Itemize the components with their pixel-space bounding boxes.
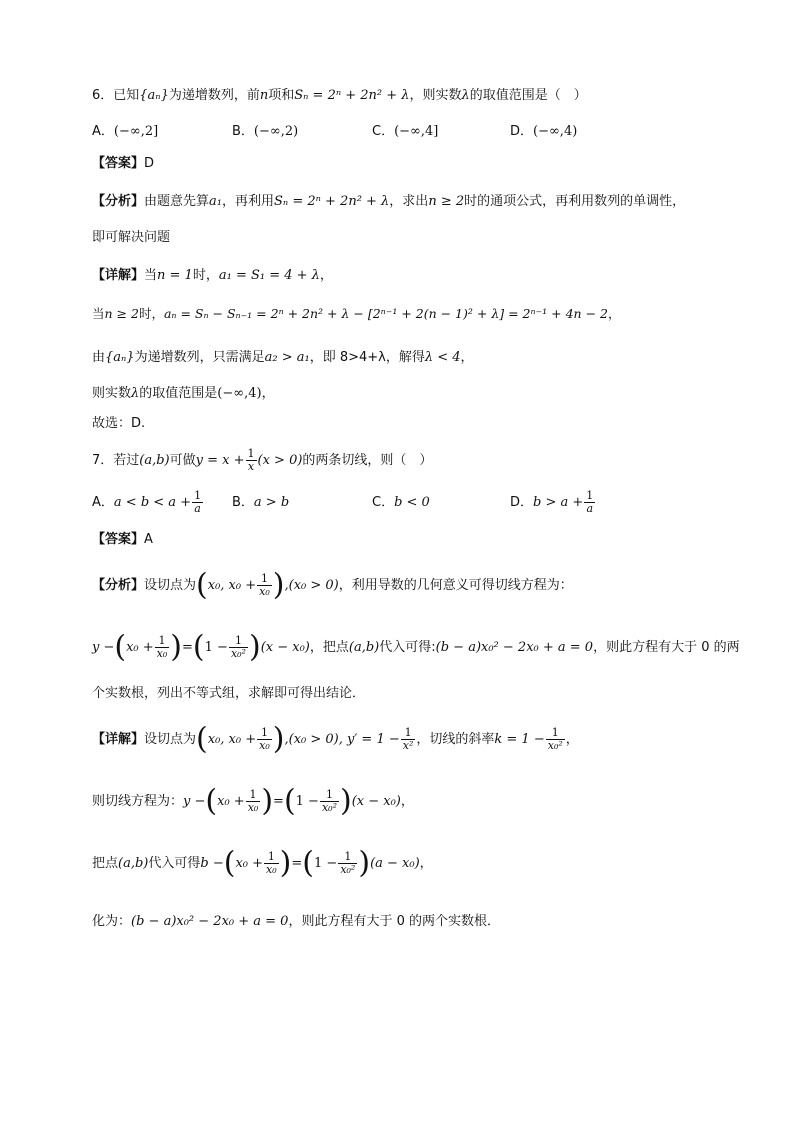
q7-answer-value: A: [144, 532, 153, 547]
q6-option-d: [510, 122, 577, 142]
q7-analysis-frac: [257, 573, 272, 598]
q7-detail-1h: k = 1 −: [494, 732, 545, 747]
q7-detail3-frac2: [338, 851, 357, 876]
q7-func-pre: y = x +: [195, 453, 245, 468]
q7-d2b-paren-open: (: [283, 783, 296, 819]
q7-detail-3-one: 1 −: [314, 856, 338, 871]
q7-analysis-2f: (x − x₀): [260, 640, 310, 655]
q7-option-c-text: b < 0: [394, 495, 430, 510]
q6-analysis-line2: [92, 228, 170, 248]
q7-d2b-paren-close: ): [339, 783, 352, 819]
q7-func-post: (x > 0): [257, 453, 303, 468]
q7-detail-1i: ，: [565, 732, 579, 747]
q7-analysis2-frac2-num: 1: [229, 635, 248, 648]
q7-paren-open: (: [196, 567, 208, 603]
q7-analysis2-frac-num: 1: [155, 635, 170, 648]
q7-d2-paren-open: (: [205, 783, 218, 819]
q6-n: n: [259, 88, 269, 103]
q7-answer-label: 【答案】: [92, 532, 145, 547]
q7-analysis-1f: ，利用导数的几何意义可得切线方程为：: [338, 578, 573, 593]
q6-detail-line2: [92, 304, 620, 324]
q7-analysis-2b: x₀ +: [126, 640, 154, 655]
q7-a2-paren-close: ): [170, 629, 183, 665]
q7-detail-4a: 化为：: [92, 914, 132, 929]
q6-detail-line1: [92, 266, 333, 286]
q6-detail-3d: a₂ > a₁: [264, 350, 310, 365]
q7-analysis-2k: ，则此方程有大于 0 的两: [593, 640, 740, 655]
q6-detail-2b: n ≥ 2: [104, 306, 139, 321]
q7-detail2-frac2: [320, 789, 339, 814]
q6-detail-5: 故选：D.: [92, 416, 146, 431]
q6-detail-3g: ，: [460, 350, 474, 365]
q7-detail-1b: x₀, x₀ +: [207, 732, 257, 747]
q7-detail-2-x0: x₀ +: [217, 794, 245, 809]
q6-option-d-letter: D．: [510, 124, 534, 139]
q6-detail-2e: ，: [607, 306, 621, 321]
q6-analysis-2: 即可解决问题: [92, 230, 171, 245]
q7-analysis-1a: 设切点为: [144, 578, 197, 593]
q6-option-c: [372, 122, 438, 142]
q7-option-a-den: a: [194, 502, 201, 515]
q6-detail-2d: aₙ = Sₙ − Sₙ₋₁ = 2ⁿ + 2n² + λ − [2ⁿ⁻¹ + 2(n − 1)² + λ] = 2ⁿ⁻¹ + 4n − 2: [163, 306, 608, 321]
q7-detail-3d: b −: [200, 856, 224, 871]
q7-analysis-1e: ,(x₀ > 0): [284, 578, 339, 593]
q7-detail-2-factor: (x − x₀): [351, 794, 401, 809]
q7-option-d-letter: D．: [510, 495, 534, 510]
q6-detail-2a: 当: [92, 306, 105, 321]
q7-detail-2-eq: =: [273, 794, 284, 809]
q7-analysis-2c: =: [182, 640, 193, 655]
q7-detail3-frac-den: x₀: [266, 863, 277, 876]
q6-analysis-1e: ，求出: [389, 194, 429, 209]
q6-stem-mid: 为递增数列，前: [168, 88, 260, 103]
q7-d2-paren-close: ): [261, 783, 274, 819]
q6-detail-4a: 则实数: [92, 386, 132, 401]
q7-option-a-frac: [192, 490, 203, 515]
q6-detail-4c: 的取值范围是: [139, 386, 218, 401]
q7-detail-3-x0: x₀ +: [235, 856, 264, 871]
q6-detail-1b: n = 1: [157, 268, 193, 283]
q6-formula: Sₙ = 2ⁿ + 2n² + λ: [294, 88, 410, 103]
q7-option-c: [372, 488, 430, 518]
q7-detail-frac3: [546, 727, 565, 752]
q7-detail-3-eq: =: [291, 856, 303, 871]
q6-option-c-letter: C．: [372, 124, 395, 139]
q6-detail-line4: [92, 384, 275, 404]
q6-detail-label: 【详解】: [92, 268, 145, 283]
q7-d1-paren-open: (: [196, 721, 208, 757]
q6-detail-3a: 由: [92, 350, 106, 365]
q6-detail-line5: [92, 414, 145, 434]
q7-analysis-frac-den: x₀: [259, 585, 270, 598]
q7-func-frac-den: x: [247, 460, 255, 473]
q7-stem-pre: 7．若过: [92, 453, 140, 468]
q7-detail-3f: ，: [419, 856, 433, 871]
q6-detail-1e: ，: [319, 268, 333, 283]
q7-detail-3e: (a − x₀): [370, 856, 420, 871]
q7-detail-4c: ，则此方程有大于 0 的两个实数根．: [288, 914, 500, 929]
q6-answer: [92, 154, 154, 174]
q7-answer: [92, 530, 153, 550]
q7-detail-frac2: [401, 727, 416, 752]
q7-d3-paren-open: (: [223, 845, 236, 881]
q7-option-a: [92, 488, 204, 518]
q6-stem: [92, 86, 587, 106]
q7-detail-line2: [92, 784, 414, 820]
q7-d1-paren-close: ): [272, 721, 285, 757]
q7-detail2-frac-den: x₀: [247, 801, 259, 814]
q6-detail-3c: 为递增数列，只需满足: [134, 350, 265, 365]
q6-detail-4b: λ: [131, 386, 140, 401]
q6-analysis-1a: 由题意先算: [144, 194, 210, 209]
q7-detail2-frac: [246, 789, 261, 814]
q7-detail-frac-den: x₀: [259, 739, 270, 752]
q6-stem-mid2: 项和: [268, 88, 295, 103]
q6-option-b-text: (−∞,2): [253, 124, 299, 139]
q7-paren-close: ): [272, 567, 285, 603]
q7-d3-paren-close: ): [279, 845, 292, 881]
q7-detail-2-y: y −: [183, 794, 206, 809]
q7-stem-mid: 可做: [169, 453, 196, 468]
q7-detail-1e: ,(x₀ > 0), y′ = 1 −: [284, 732, 400, 747]
q7-analysis-line3: [92, 684, 365, 704]
q6-detail-2c: 时，: [138, 306, 164, 321]
q7-analysis-line1: [92, 568, 573, 604]
q6-option-c-text: (−∞,4]: [394, 124, 439, 139]
q7-detail-2b: ，: [400, 794, 414, 809]
q7-analysis-label: 【分析】: [92, 578, 145, 593]
q7-analysis2-frac2-den: x₀²: [230, 647, 246, 660]
q7-option-a-letter: A．: [92, 495, 114, 510]
q7-analysis2-frac: [155, 635, 170, 660]
q6-detail-line3: [92, 348, 474, 368]
q7-a2-paren-open: (: [114, 629, 127, 665]
q7-option-a-pre: a < b < a +: [113, 495, 192, 510]
q6-analysis-1g: 时的通项公式，再利用数列的单调性，: [464, 194, 686, 209]
q6-stem-end: 的取值范围是（ ）: [469, 88, 587, 103]
q7-detail-frac-num: 1: [257, 727, 272, 740]
q7-analysis-2d: 1 −: [204, 640, 228, 655]
q6-analysis-1f: n ≥ 2: [428, 194, 465, 209]
q7-analysis-2g: ，把点: [309, 640, 349, 655]
q6-detail-1d: a₁ = S₁ = 4 + λ: [218, 268, 320, 283]
q7-point: (a,b): [139, 453, 170, 468]
q7-analysis-3: 个实数根，列出不等式组，求解即可得出结论．: [92, 686, 366, 701]
q7-stem-post: 的两条切线，则（ ）: [302, 453, 433, 468]
q7-a2b-paren-open: (: [192, 629, 205, 665]
q7-analysis2-frac-den: x₀: [156, 647, 168, 660]
q7-detail-2-one: 1 −: [295, 794, 319, 809]
q7-option-a-num: 1: [194, 489, 202, 502]
q7-option-d-num: 1: [586, 489, 594, 502]
q6-detail-3e: ，即 8>4+λ，解得: [309, 350, 425, 365]
q6-option-a-letter: A．: [92, 124, 114, 139]
q7-analysis-2i: 代入可得:: [379, 640, 436, 655]
q6-answer-label: 【答案】: [92, 156, 145, 171]
q7-detail-1g: ，切线的斜率: [416, 732, 495, 747]
q7-detail2-frac2-num: 1: [320, 789, 339, 802]
q7-detail-4b: (b − a)x₀² − 2x₀ + a = 0: [131, 914, 289, 929]
q6-detail-4e: ，: [261, 386, 275, 401]
q7-detail-line3: [92, 846, 433, 882]
q7-analysis2-frac2: [229, 635, 248, 660]
q7-func-frac: [246, 448, 257, 473]
q6-option-b: [232, 122, 298, 142]
q7-detail-3c: 代入可得: [148, 856, 201, 871]
q7-detail-3a: 把点: [92, 856, 119, 871]
q7-detail3-frac2-den: x₀²: [340, 863, 356, 876]
q7-analysis-1b: x₀, x₀ +: [207, 578, 257, 593]
q7-detail3-frac2-num: 1: [338, 851, 357, 864]
q6-stem-post: ，则实数: [409, 88, 462, 103]
q7-option-d: [510, 488, 596, 518]
q6-seq: {aₙ}: [139, 88, 169, 103]
q7-detail-3b: (a,b): [118, 856, 149, 871]
q7-detail-frac2-num: 1: [401, 727, 416, 740]
q7-detail3-frac-num: 1: [264, 851, 279, 864]
q7-detail-1a: 设切点为: [144, 732, 197, 747]
q7-d3b-paren-open: (: [302, 845, 315, 881]
q7-analysis-2a: y −: [92, 640, 115, 655]
q6-analysis-line1: [92, 192, 685, 212]
q6-analysis-1c: ，再利用: [222, 194, 275, 209]
q6-analysis-1b: a₁: [209, 194, 222, 209]
q7-option-b-text: a > b: [253, 495, 290, 510]
q7-func-frac-num: 1: [247, 447, 255, 460]
q7-detail-frac3-den: x₀²: [547, 739, 563, 752]
q6-option-a-text: (−∞,2]: [113, 124, 159, 139]
q7-analysis-line2: [92, 630, 740, 666]
q6-option-b-letter: B．: [232, 124, 254, 139]
q7-option-c-letter: C．: [372, 495, 395, 510]
q6-detail-3f: λ < 4: [424, 350, 461, 365]
q6-answer-value: D: [144, 156, 155, 171]
q7-detail2-frac2-den: x₀²: [321, 801, 337, 814]
q6-detail-1c: 时，: [192, 268, 219, 283]
q7-option-d-den: a: [586, 502, 594, 515]
q7-detail-label: 【详解】: [92, 732, 145, 747]
q7-detail-line1: [92, 722, 579, 758]
q6-option-a: [92, 122, 158, 142]
q6-detail-1a: 当: [144, 268, 158, 283]
q7-stem: [92, 446, 432, 476]
q6-analysis-label: 【分析】: [92, 194, 145, 209]
q7-analysis-2h: (a,b): [348, 640, 380, 655]
q6-lambda: λ: [461, 88, 470, 103]
q6-option-d-text: (−∞,4): [533, 124, 578, 139]
q7-detail-2a: 则切线方程为：: [92, 794, 184, 809]
q7-analysis-2j: (b − a)x₀² − 2x₀ + a = 0: [435, 640, 594, 655]
q7-detail-frac3-num: 1: [546, 727, 565, 740]
q6-detail-4d: (−∞,4): [217, 386, 262, 401]
q7-detail-frac: [257, 727, 272, 752]
q6-analysis-1d: Sₙ = 2ⁿ + 2n² + λ: [274, 194, 390, 209]
q7-d3b-paren-close: ): [358, 845, 371, 881]
q6-stem-pre: 6．已知: [92, 88, 140, 103]
q7-a2b-paren-close: ): [248, 629, 261, 665]
q7-detail3-frac: [264, 851, 279, 876]
q7-option-b: [232, 488, 289, 518]
q7-detail-frac2-den: x²: [402, 739, 414, 752]
q7-option-d-frac: [584, 490, 595, 515]
q7-option-b-letter: B．: [232, 495, 254, 510]
q7-detail2-frac-num: 1: [246, 789, 261, 802]
q7-detail-line4: [92, 912, 500, 932]
q7-option-d-pre: b > a +: [533, 495, 584, 510]
q6-detail-3b: {aₙ}: [105, 350, 135, 365]
q7-analysis-frac-num: 1: [257, 573, 272, 586]
